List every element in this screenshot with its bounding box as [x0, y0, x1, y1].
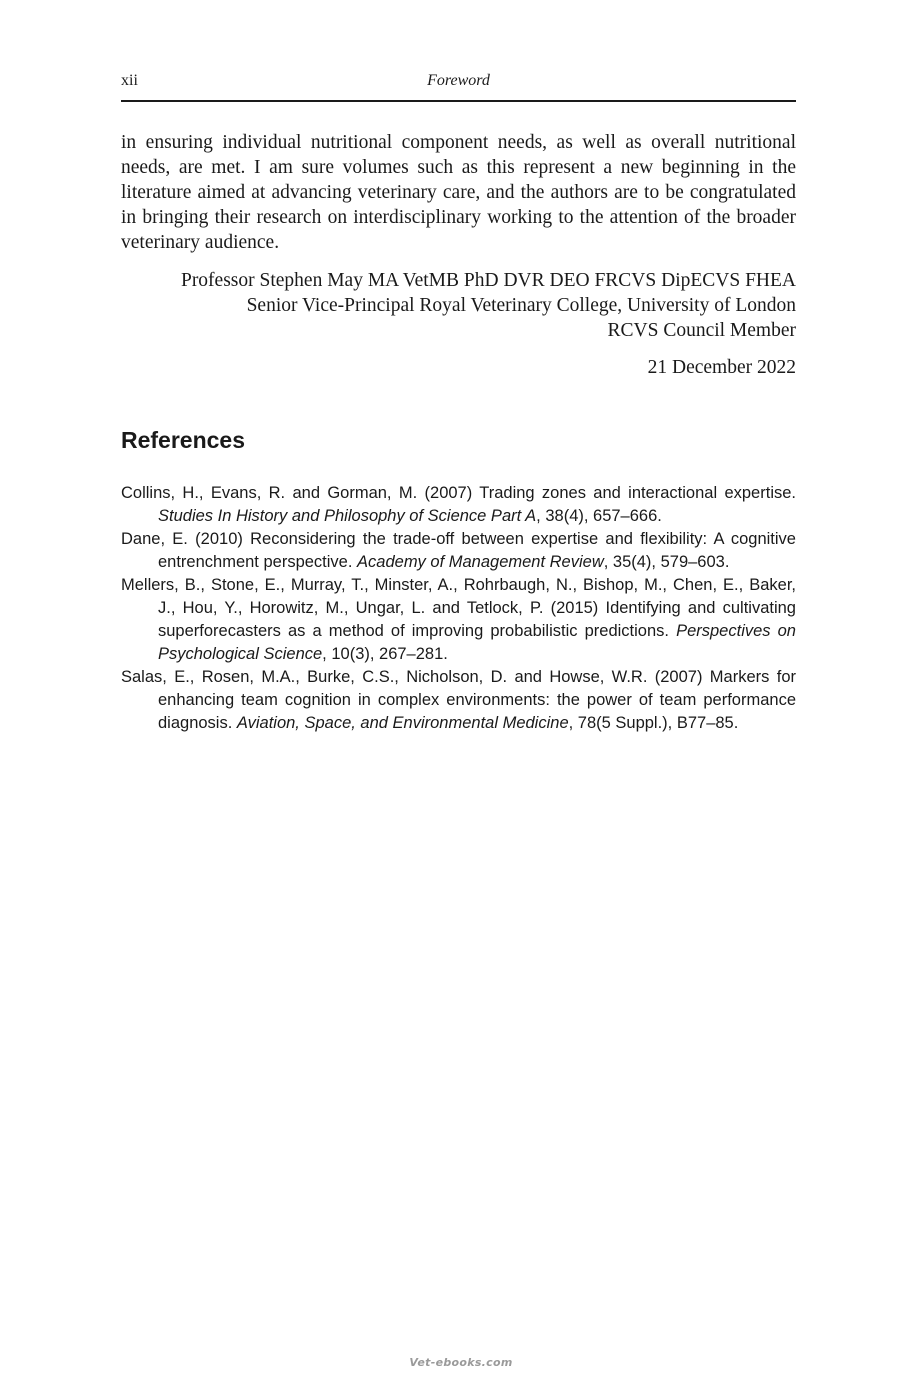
running-title: Foreword [427, 72, 490, 89]
reference-item [121, 482, 796, 528]
running-head [121, 70, 796, 102]
watermark-logo: Vet-ebooks.com [409, 1356, 513, 1369]
reference-details: , 10(3), 267–281. [322, 645, 448, 663]
book-page [121, 0, 796, 1382]
reference-text: Salas, E., Rosen, M.A., Burke, C.S., Nicholson, D. and Howse, W.R. (2007) Markers for enhancing team cognition in complex environments: the power of team performance diagnosis. [121, 668, 796, 732]
reference-text: Dane, E. (2010) Reconsidering the trade-off between expertise and flexibility: A cognitive entrenchment perspective. [121, 530, 796, 571]
reference-text: Collins, H., Evans, R. and Gorman, M. (2007) Trading zones and interactional expertise. [121, 484, 796, 502]
signature-block [121, 268, 796, 343]
reference-item [121, 666, 796, 735]
reference-journal: Academy of Management Review [357, 553, 604, 571]
signatory-name: Professor Stephen May MA VetMB PhD DVR DEO FRCVS DipECVS FHEA [180, 270, 796, 291]
reference-journal: Studies In History and Philosophy of Science Part A [158, 507, 537, 525]
signatory-role: RCVS Council Member [607, 320, 796, 341]
reference-details: , 78(5 Suppl.), B77–85. [568, 714, 739, 732]
reference-list [121, 482, 796, 735]
reference-details: , 38(4), 657–666. [536, 507, 662, 525]
reference-journal: Aviation, Space, and Environmental Medicine [236, 714, 569, 732]
reference-journal: Perspectives on Psychological Science [158, 622, 796, 663]
page-number: xii [121, 72, 138, 89]
signature-date: 21 December 2022 [647, 357, 796, 378]
foreword-closing-paragraph: in ensuring individual nutritional component needs, as well as overall nutritional needs, are met. I am sure volumes such as this represent a new beginning in the literature aimed at advancing veterinary care, and the authors are to be congratulated in bringing their research on interdisciplinary working to the attention of the broader veterinary audience. [121, 132, 796, 253]
reference-item [121, 574, 796, 666]
references-heading: References [121, 427, 246, 453]
reference-details: , 35(4), 579–603. [603, 553, 730, 571]
reference-item [121, 528, 796, 574]
reference-text: Mellers, B., Stone, E., Murray, T., Minster, A., Rohrbaugh, N., Bishop, M., Chen, E., Baker, J., Hou, Y., Horowitz, M., Ungar, L. and Tetlock, P. (2015) Identifying and cultivating superforecasters as a method of improving probabilistic predictions. [121, 576, 796, 640]
signatory-position: Senior Vice-Principal Royal Veterinary College, University of London [246, 295, 796, 316]
